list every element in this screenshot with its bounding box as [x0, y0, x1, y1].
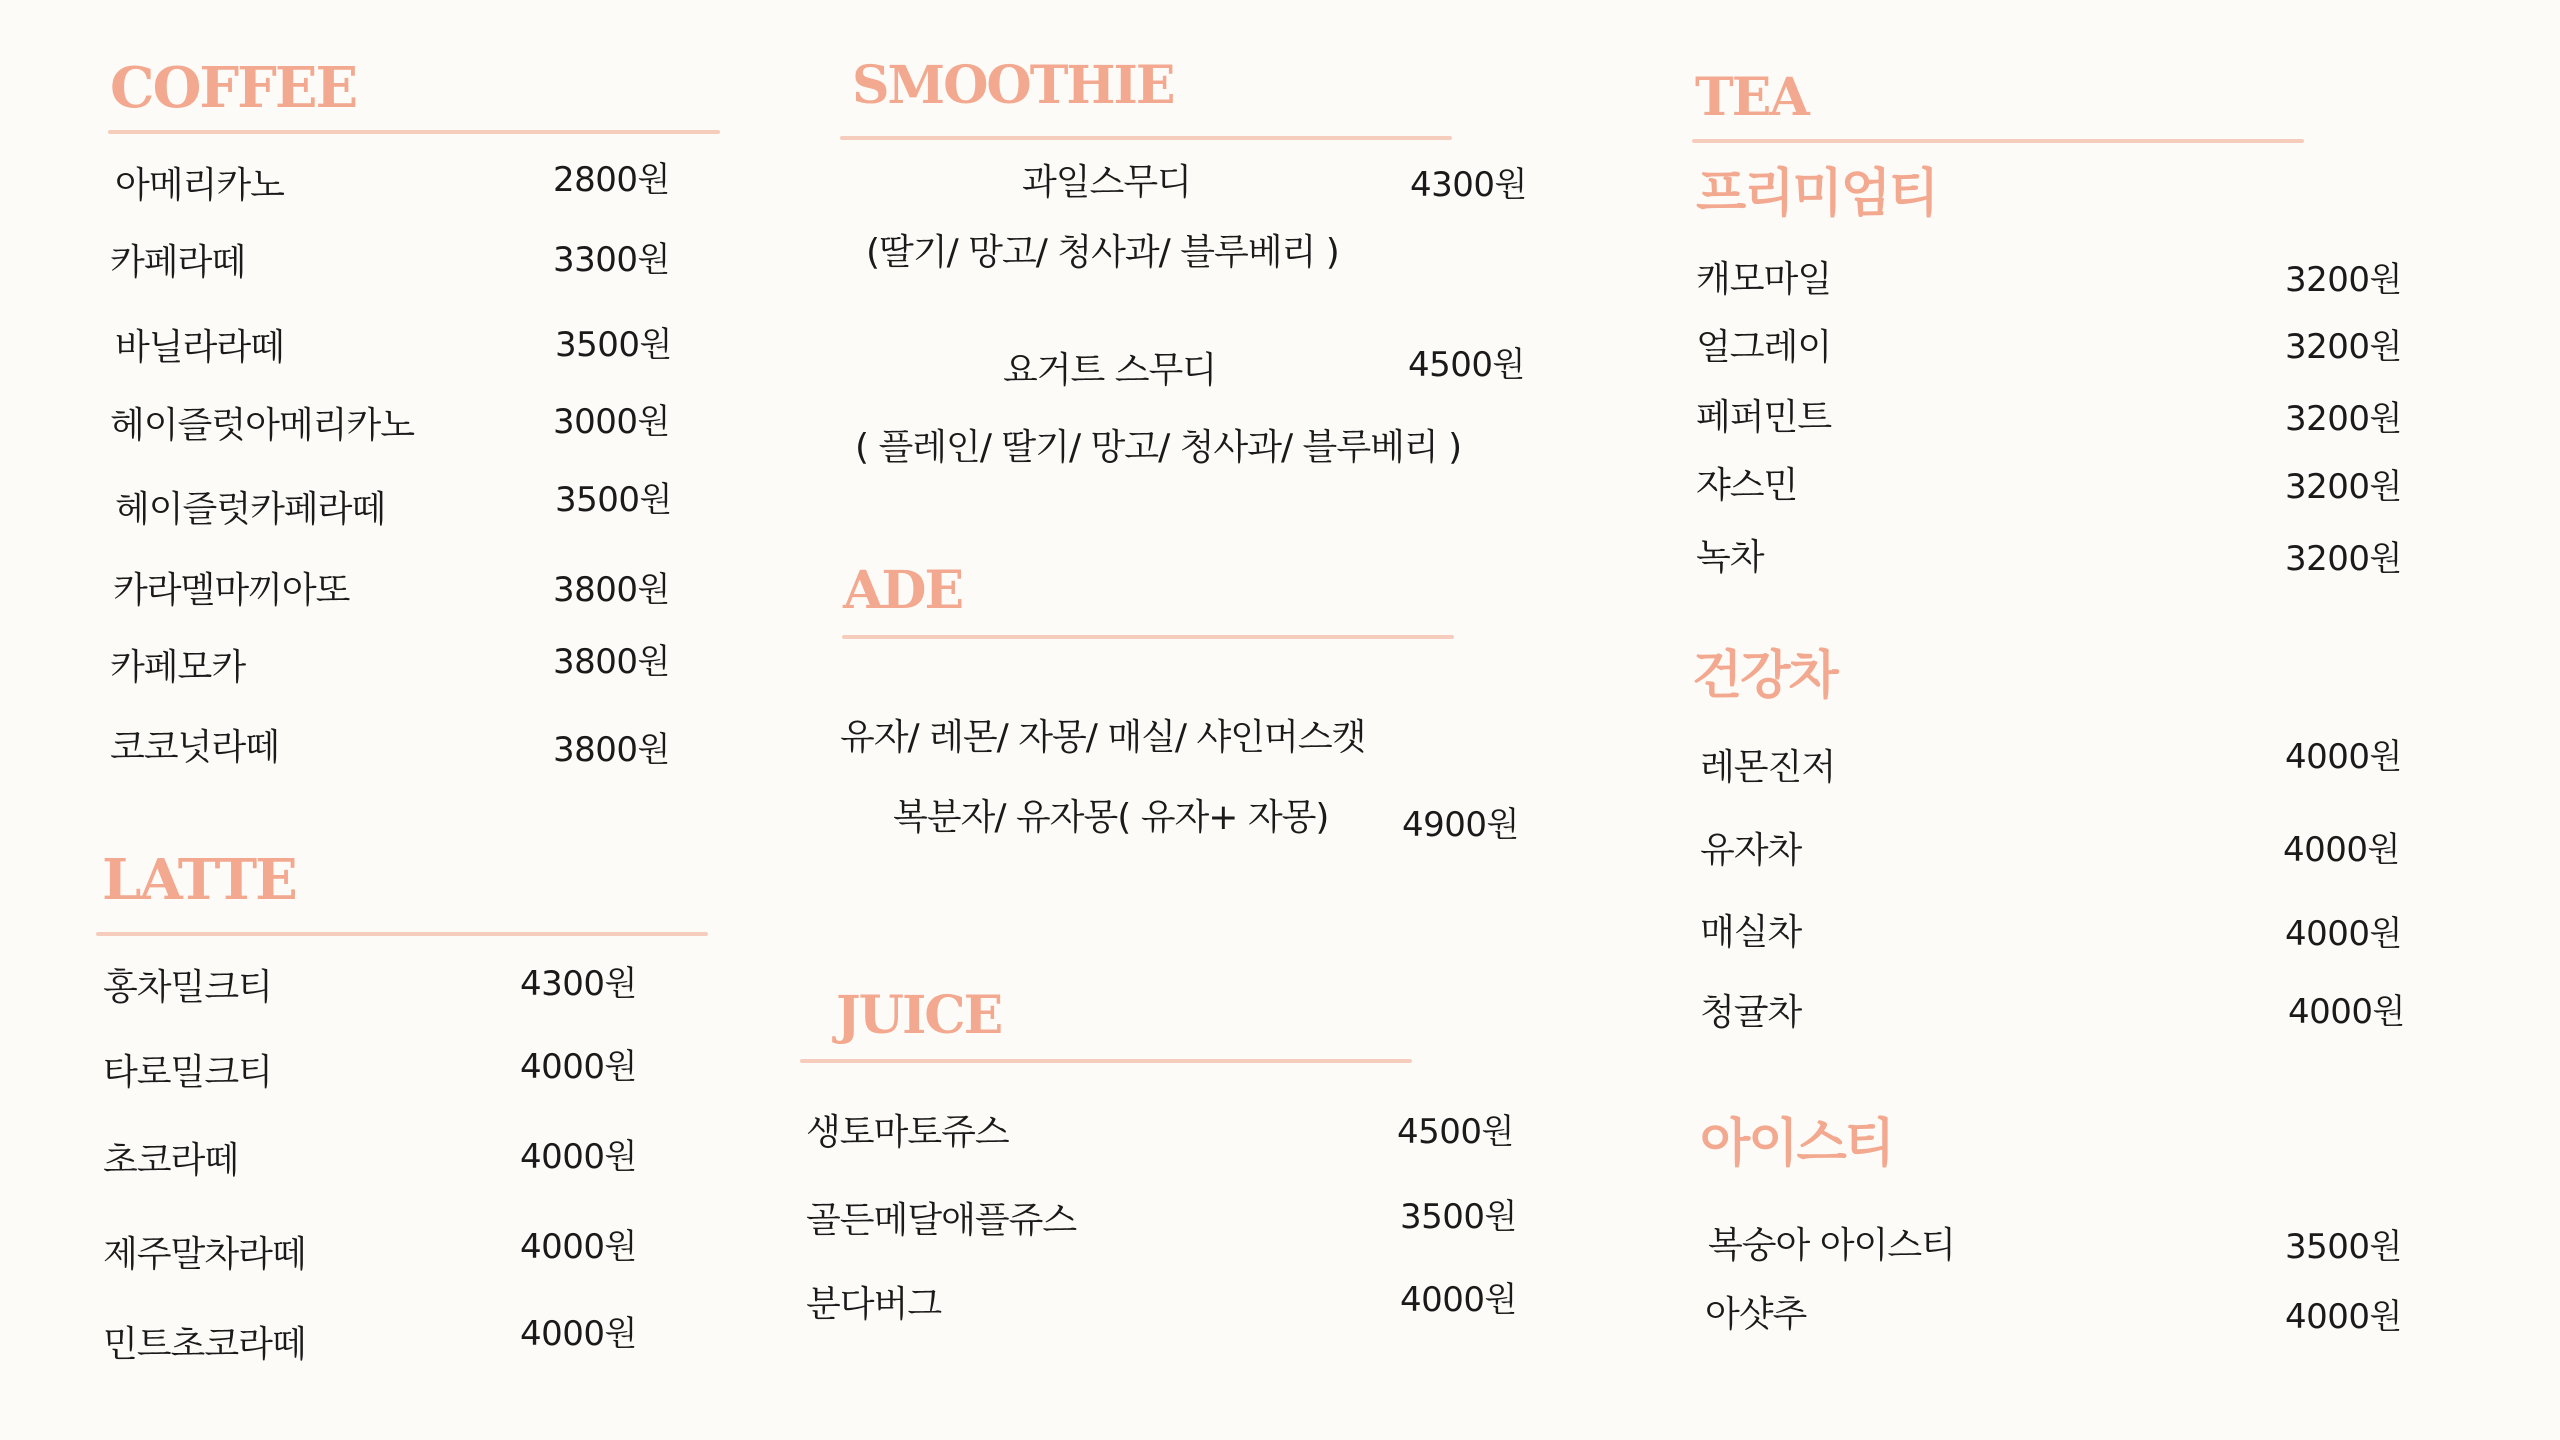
item-name: 제주말차라떼 [103, 1234, 306, 1275]
item-price: 3200원 [2285, 467, 2402, 507]
item-price: 4000원 [520, 1137, 637, 1177]
item-name: 페퍼민트 [1696, 397, 1832, 438]
item-name: 카페라떼 [110, 242, 246, 283]
item-price: 3800원 [553, 570, 670, 610]
ade-price: 4900원 [1402, 805, 1519, 845]
item-name: 청귤차 [1700, 992, 1802, 1033]
item-name: 바닐라라떼 [115, 327, 284, 368]
item-name: 아메리카노 [115, 165, 284, 206]
item-price: 4000원 [2288, 992, 2405, 1032]
item-price: 4000원 [2285, 1297, 2402, 1337]
item-price: 4000원 [2285, 914, 2402, 954]
item-price: 3500원 [2285, 1227, 2402, 1267]
item-name: 생토마토쥬스 [806, 1112, 1009, 1153]
item-name: 복숭아 아이스티 [1708, 1225, 1955, 1266]
item-name: 아샷추 [1705, 1294, 1807, 1335]
item-price: 3200원 [2285, 327, 2402, 367]
item-price: 4300원 [520, 964, 637, 1004]
item-price: 4000원 [520, 1047, 637, 1087]
item-price: 3200원 [2285, 399, 2402, 439]
item-options: ( 플레인/ 딸기/ 망고/ 청사과/ 블루베리 ) [855, 427, 1462, 468]
juice-divider [800, 1059, 1412, 1063]
item-name: 매실차 [1700, 912, 1802, 953]
item-price: 4500원 [1397, 1112, 1514, 1152]
item-name: 캐모마일 [1696, 259, 1832, 300]
juice-title: JUICE [836, 985, 1002, 1046]
item-price: 3200원 [2285, 260, 2402, 300]
item-name: 민트초코라떼 [103, 1324, 306, 1365]
item-name: 골든메달애플쥬스 [806, 1200, 1077, 1241]
item-price: 3500원 [1400, 1197, 1517, 1237]
item-name: 레몬진저 [1700, 747, 1836, 788]
item-name: 얼그레이 [1696, 327, 1832, 368]
item-price: 4000원 [520, 1227, 637, 1267]
item-name: 타로밀크티 [103, 1052, 272, 1093]
item-name: 분다버그 [806, 1284, 942, 1325]
ade-title: ADE [843, 560, 963, 621]
tea-divider [1692, 139, 2304, 143]
item-name: 카라멜마끼아또 [113, 570, 350, 611]
item-name: 홍차밀크티 [103, 967, 272, 1008]
item-price: 3800원 [553, 642, 670, 682]
coffee-divider [108, 130, 720, 134]
item-price: 3800원 [553, 730, 670, 770]
item-name: 녹차 [1696, 537, 1764, 578]
premium-tea-title: 프리미엄티 [1696, 164, 1938, 224]
ade-flavors-extra: 복분자/ 유자몽( 유자+ 자몽) [893, 797, 1329, 838]
item-price: 4000원 [2285, 737, 2402, 777]
smoothie-divider [840, 136, 1452, 140]
iced-tea-title: 아이스티 [1700, 1114, 1893, 1174]
item-name: 유자차 [1700, 830, 1802, 871]
latte-divider [96, 932, 708, 936]
item-price: 3000원 [553, 402, 670, 442]
item-price: 4000원 [520, 1314, 637, 1354]
item-price: 4000원 [1400, 1280, 1517, 1320]
item-price: 4000원 [2283, 830, 2400, 870]
coffee-title: COFFEE [110, 55, 357, 121]
ade-divider [842, 635, 1454, 639]
latte-title: LATTE [102, 847, 296, 913]
item-options: (딸기/ 망고/ 청사과/ 블루베리 ) [866, 232, 1339, 273]
health-tea-title: 건강차 [1692, 646, 1837, 706]
item-price: 2800원 [553, 160, 670, 200]
item-name: 코코넛라떼 [110, 727, 279, 768]
item-name: 헤이즐럿아메리카노 [110, 405, 414, 446]
item-name: 쟈스민 [1696, 465, 1798, 506]
item-price: 4300원 [1410, 165, 1527, 205]
item-name: 카페모카 [110, 647, 246, 688]
item-price: 3500원 [555, 480, 672, 520]
item-price: 3200원 [2285, 539, 2402, 579]
item-name: 과일스무디 [1022, 162, 1191, 203]
item-price: 3300원 [553, 240, 670, 280]
item-name: 헤이즐럿카페라떼 [115, 489, 386, 530]
smoothie-title: SMOOTHIE [852, 55, 1174, 116]
item-name: 초코라떼 [103, 1140, 239, 1181]
item-price: 3500원 [555, 325, 672, 365]
ade-flavors: 유자/ 레몬/ 자몽/ 매실/ 샤인머스캣 [840, 717, 1366, 758]
item-price: 4500원 [1408, 345, 1525, 385]
item-name: 요거트 스무디 [1003, 350, 1217, 391]
tea-title: TEA [1695, 67, 1808, 128]
